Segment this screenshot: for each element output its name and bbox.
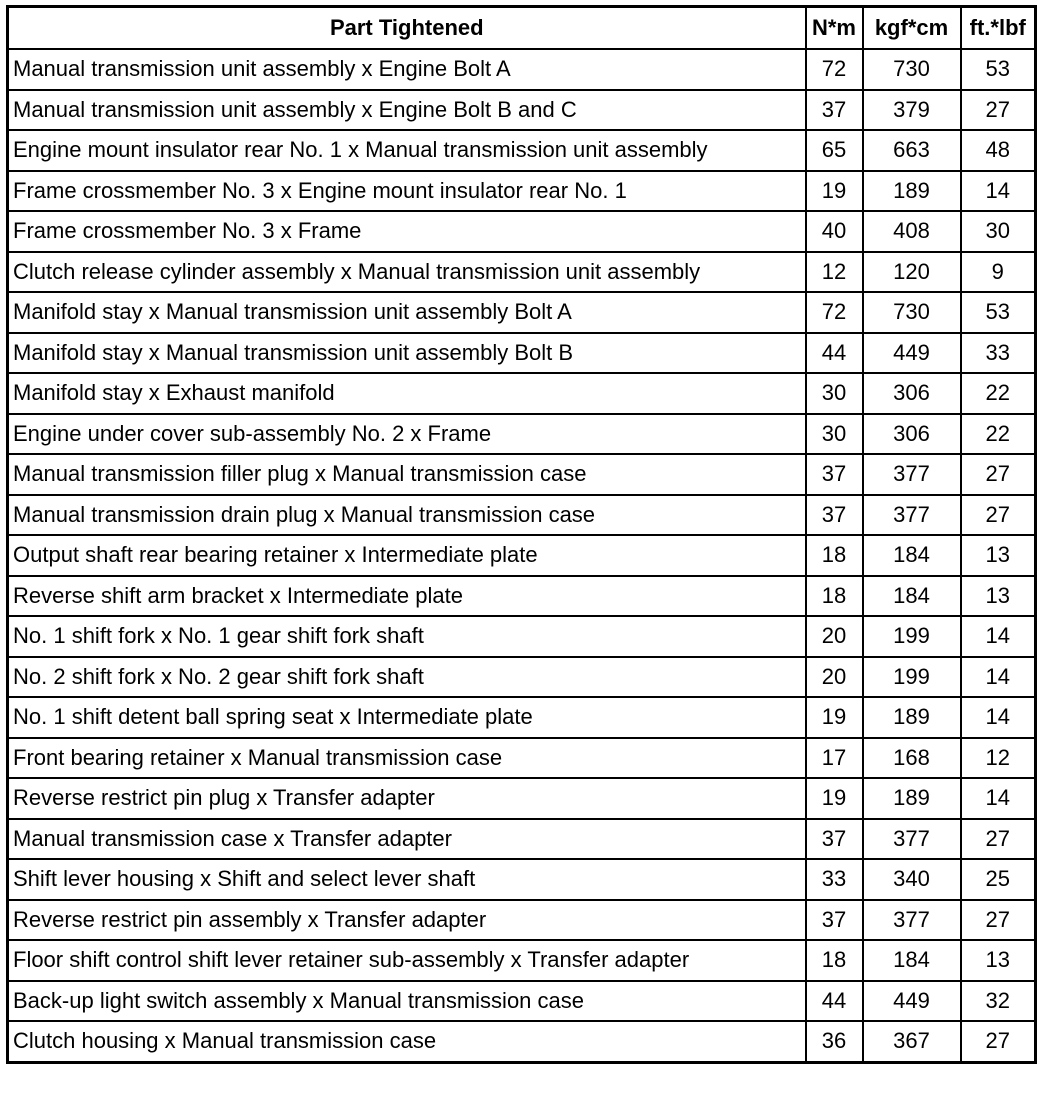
torque-nm-cell: 30 [806,414,863,455]
torque-nm-cell: 19 [806,171,863,212]
table-row [8,1021,1036,1062]
part-tightened-cell: Output shaft rear bearing retainer x Intermediate plate [8,535,806,576]
table-row [8,171,1036,212]
torque-nm-cell: 18 [806,940,863,981]
torque-nm-cell: 20 [806,657,863,698]
torque-ft-lbf-cell: 12 [961,738,1036,779]
torque-nm-cell: 18 [806,576,863,617]
torque-ft-lbf-cell: 32 [961,981,1036,1022]
table-row [8,211,1036,252]
header-ft-lbf: ft.*lbf [961,7,1036,50]
table-row [8,576,1036,617]
torque-ft-lbf-cell: 13 [961,535,1036,576]
torque-kgf-cm-cell: 306 [863,414,961,455]
torque-ft-lbf-cell: 13 [961,576,1036,617]
part-tightened-cell: Floor shift control shift lever retainer sub-assembly x Transfer adapter [8,940,806,981]
torque-nm-cell: 20 [806,616,863,657]
table-row [8,252,1036,293]
table-row [8,495,1036,536]
torque-nm-cell: 72 [806,292,863,333]
part-tightened-cell: Manual transmission case x Transfer adapter [8,819,806,860]
torque-ft-lbf-cell: 53 [961,49,1036,90]
part-tightened-cell: Frame crossmember No. 3 x Frame [8,211,806,252]
torque-nm-cell: 30 [806,373,863,414]
table-row [8,981,1036,1022]
part-tightened-cell: Shift lever housing x Shift and select lever shaft [8,859,806,900]
torque-kgf-cm-cell: 377 [863,900,961,941]
torque-kgf-cm-cell: 377 [863,454,961,495]
torque-kgf-cm-cell: 377 [863,495,961,536]
torque-ft-lbf-cell: 14 [961,171,1036,212]
torque-ft-lbf-cell: 9 [961,252,1036,293]
part-tightened-cell: No. 1 shift detent ball spring seat x Intermediate plate [8,697,806,738]
part-tightened-cell: No. 1 shift fork x No. 1 gear shift fork shaft [8,616,806,657]
part-tightened-cell: Back-up light switch assembly x Manual transmission case [8,981,806,1022]
torque-ft-lbf-cell: 33 [961,333,1036,374]
torque-nm-cell: 37 [806,819,863,860]
table-row [8,454,1036,495]
torque-nm-cell: 33 [806,859,863,900]
torque-nm-cell: 19 [806,697,863,738]
torque-ft-lbf-cell: 53 [961,292,1036,333]
torque-nm-cell: 72 [806,49,863,90]
part-tightened-cell: Clutch housing x Manual transmission case [8,1021,806,1062]
torque-nm-cell: 65 [806,130,863,171]
torque-kgf-cm-cell: 379 [863,90,961,131]
table-row [8,859,1036,900]
torque-nm-cell: 44 [806,981,863,1022]
part-tightened-cell: Front bearing retainer x Manual transmission case [8,738,806,779]
torque-nm-cell: 36 [806,1021,863,1062]
torque-nm-cell: 37 [806,495,863,536]
part-tightened-cell: Manual transmission filler plug x Manual transmission case [8,454,806,495]
torque-kgf-cm-cell: 377 [863,819,961,860]
torque-kgf-cm-cell: 184 [863,576,961,617]
part-tightened-cell: No. 2 shift fork x No. 2 gear shift fork shaft [8,657,806,698]
torque-ft-lbf-cell: 27 [961,900,1036,941]
torque-nm-cell: 37 [806,90,863,131]
torque-nm-cell: 12 [806,252,863,293]
torque-kgf-cm-cell: 306 [863,373,961,414]
torque-kgf-cm-cell: 730 [863,49,961,90]
torque-kgf-cm-cell: 189 [863,171,961,212]
torque-ft-lbf-cell: 14 [961,657,1036,698]
torque-kgf-cm-cell: 189 [863,697,961,738]
torque-kgf-cm-cell: 184 [863,535,961,576]
header-kgf-cm: kgf*cm [863,7,961,50]
part-tightened-cell: Engine under cover sub-assembly No. 2 x Frame [8,414,806,455]
torque-ft-lbf-cell: 22 [961,373,1036,414]
table-row [8,333,1036,374]
part-tightened-cell: Reverse restrict pin assembly x Transfer adapter [8,900,806,941]
table-row [8,900,1036,941]
torque-kgf-cm-cell: 199 [863,657,961,698]
torque-ft-lbf-cell: 27 [961,1021,1036,1062]
torque-spec-sheet [6,5,1037,1064]
torque-kgf-cm-cell: 367 [863,1021,961,1062]
table-row [8,130,1036,171]
torque-nm-cell: 40 [806,211,863,252]
torque-kgf-cm-cell: 168 [863,738,961,779]
header-part-tightened: Part Tightened [8,7,806,50]
torque-ft-lbf-cell: 14 [961,778,1036,819]
header-newton-meter: N*m [806,7,863,50]
torque-nm-cell: 37 [806,454,863,495]
table-row [8,49,1036,90]
torque-ft-lbf-cell: 27 [961,819,1036,860]
table-body [8,49,1036,1062]
torque-ft-lbf-cell: 14 [961,616,1036,657]
table-row [8,414,1036,455]
torque-ft-lbf-cell: 48 [961,130,1036,171]
part-tightened-cell: Manifold stay x Exhaust manifold [8,373,806,414]
torque-nm-cell: 18 [806,535,863,576]
part-tightened-cell: Manual transmission unit assembly x Engine Bolt A [8,49,806,90]
torque-ft-lbf-cell: 27 [961,90,1036,131]
torque-kgf-cm-cell: 340 [863,859,961,900]
table-row [8,940,1036,981]
part-tightened-cell: Manual transmission drain plug x Manual transmission case [8,495,806,536]
torque-ft-lbf-cell: 22 [961,414,1036,455]
table-row [8,90,1036,131]
torque-ft-lbf-cell: 25 [961,859,1036,900]
part-tightened-cell: Engine mount insulator rear No. 1 x Manual transmission unit assembly [8,130,806,171]
torque-ft-lbf-cell: 27 [961,495,1036,536]
part-tightened-cell: Clutch release cylinder assembly x Manual transmission unit assembly [8,252,806,293]
table-header [8,7,1036,50]
torque-kgf-cm-cell: 408 [863,211,961,252]
torque-spec-table [6,5,1037,1064]
torque-ft-lbf-cell: 13 [961,940,1036,981]
part-tightened-cell: Manifold stay x Manual transmission unit assembly Bolt A [8,292,806,333]
table-row [8,616,1036,657]
part-tightened-cell: Reverse shift arm bracket x Intermediate plate [8,576,806,617]
torque-nm-cell: 44 [806,333,863,374]
table-row [8,535,1036,576]
table-row [8,373,1036,414]
table-row [8,778,1036,819]
torque-kgf-cm-cell: 120 [863,252,961,293]
header-row [8,7,1036,50]
table-row [8,697,1036,738]
table-row [8,738,1036,779]
torque-kgf-cm-cell: 449 [863,333,961,374]
table-row [8,819,1036,860]
torque-nm-cell: 37 [806,900,863,941]
torque-kgf-cm-cell: 449 [863,981,961,1022]
part-tightened-cell: Manifold stay x Manual transmission unit assembly Bolt B [8,333,806,374]
torque-kgf-cm-cell: 189 [863,778,961,819]
part-tightened-cell: Frame crossmember No. 3 x Engine mount insulator rear No. 1 [8,171,806,212]
table-row [8,657,1036,698]
torque-nm-cell: 17 [806,738,863,779]
torque-ft-lbf-cell: 27 [961,454,1036,495]
torque-kgf-cm-cell: 663 [863,130,961,171]
torque-ft-lbf-cell: 30 [961,211,1036,252]
part-tightened-cell: Reverse restrict pin plug x Transfer adapter [8,778,806,819]
torque-ft-lbf-cell: 14 [961,697,1036,738]
part-tightened-cell: Manual transmission unit assembly x Engine Bolt B and C [8,90,806,131]
torque-kgf-cm-cell: 184 [863,940,961,981]
torque-nm-cell: 19 [806,778,863,819]
torque-kgf-cm-cell: 730 [863,292,961,333]
table-row [8,292,1036,333]
torque-kgf-cm-cell: 199 [863,616,961,657]
